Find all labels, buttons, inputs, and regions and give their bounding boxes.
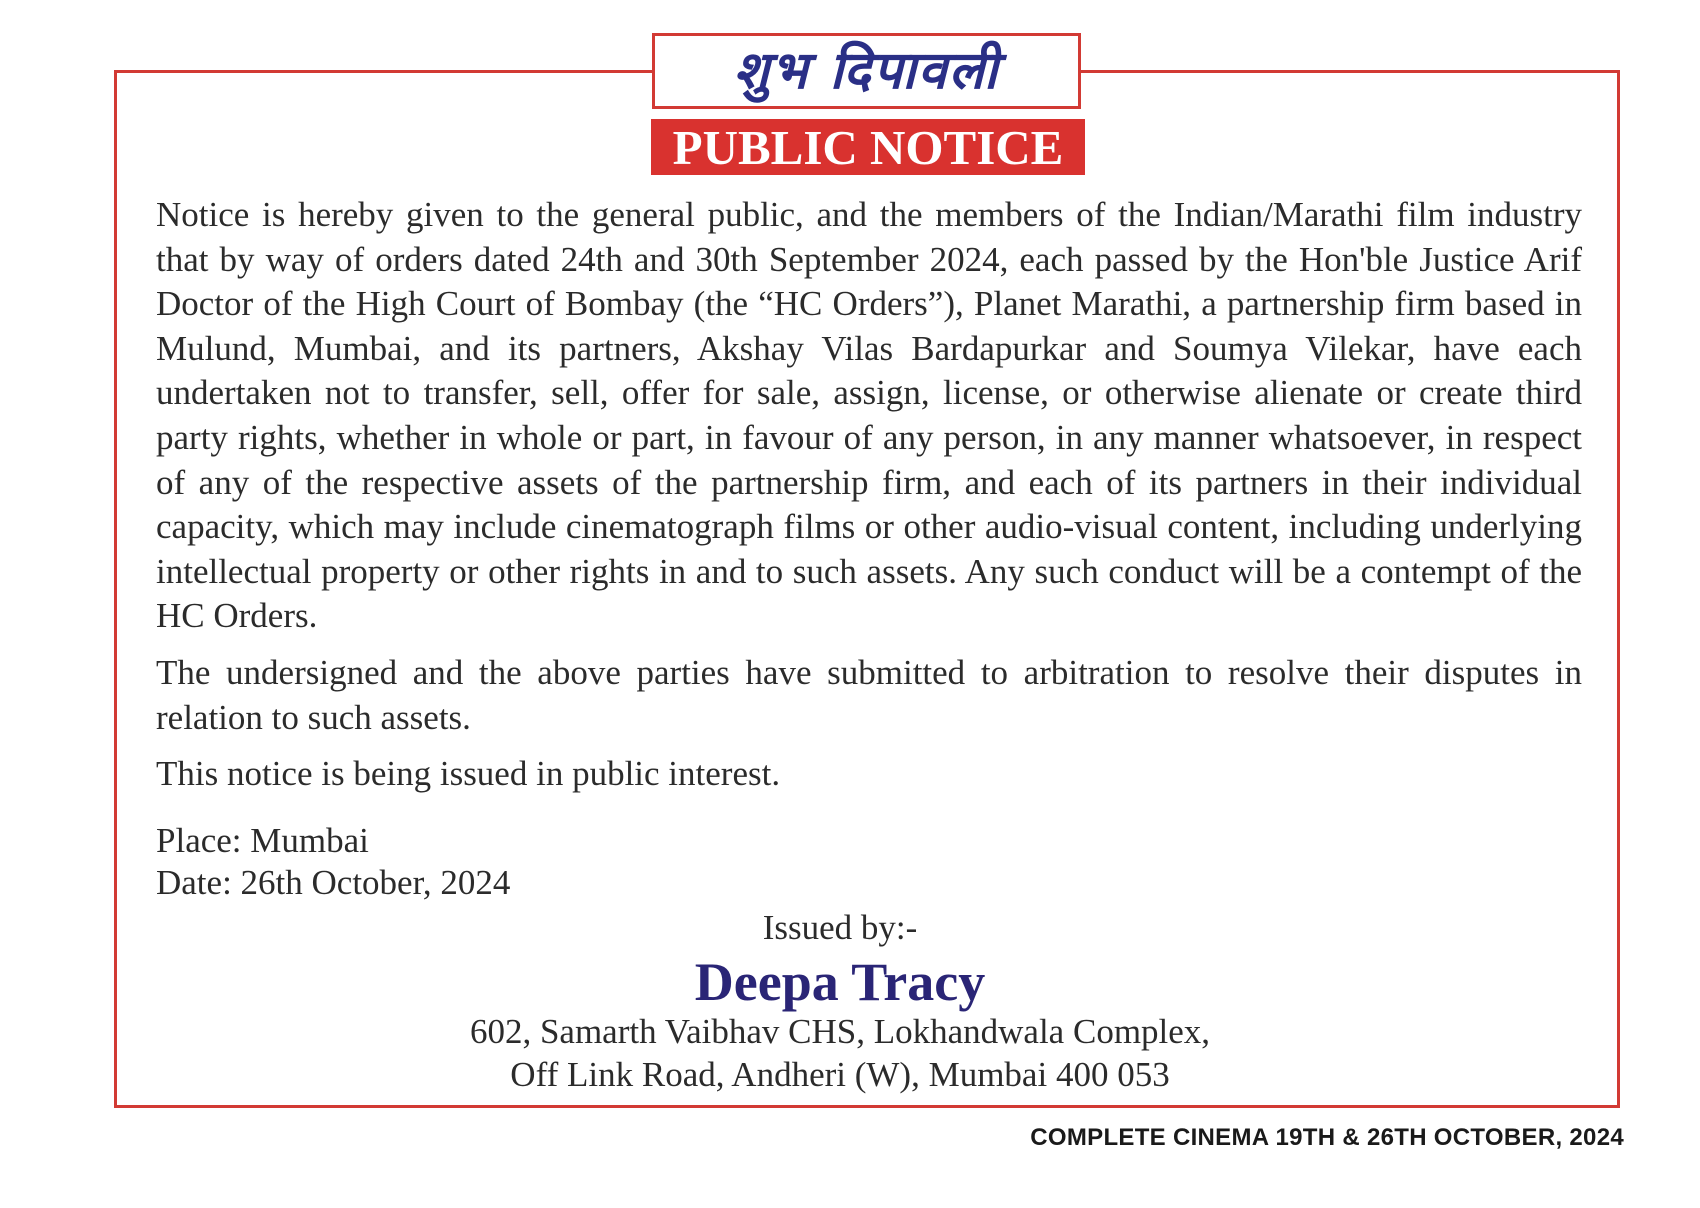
public-notice-banner: PUBLIC NOTICE bbox=[651, 119, 1085, 175]
publication-footer: COMPLETE CINEMA 19TH & 26TH OCTOBER, 2024 bbox=[1030, 1124, 1624, 1151]
place-line: Place: Mumbai bbox=[156, 821, 369, 860]
diwali-greeting-text: शुभ दिपावली bbox=[733, 41, 1000, 101]
issuer-name: Deepa Tracy bbox=[694, 952, 986, 1012]
notice-body bbox=[156, 193, 1582, 809]
notice-paragraph-2: The undersigned and the above parties have submitted to arbitration to resolve their disputes in relation to such assets. bbox=[156, 652, 1582, 737]
notice-paragraph-1: Notice is hereby given to the general public, and the members of the Indian/Marathi film industry that by way of orders dated 24th and 30th September 2024, each passed by the Hon'ble Justice Arif Doctor of the High Court of Bombay (the “HC Orders”), Planet Marathi, a partnership firm based in Mulund, Mumbai, and its partners, Akshay Vilas Bardapurkar and Soumya Vilekar, have each undertaken not to transfer, sell, offer for sale, assign, license, or otherwise alienate or create third party rights, whether in whole or part, in favour of any person, in any manner whatsoever, in respect of any of the respective assets of the partnership firm, and each of its partners in their individual capacity, which may include cinematograph films or other audio-visual content, including underlying intellectual property or other rights in and to such assets. Any such conduct will be a contempt of the HC Orders. bbox=[156, 195, 1582, 636]
diwali-greeting-box bbox=[652, 33, 1081, 109]
notice-paragraph-3: This notice is being issued in public interest. bbox=[156, 754, 781, 794]
issued-by-label: Issued by:- bbox=[762, 908, 918, 947]
address-line-1: 602, Samarth Vaibhav CHS, Lokhandwala Complex, bbox=[469, 1012, 1211, 1051]
address-line-2: Off Link Road, Andheri (W), Mumbai 400 053 bbox=[510, 1055, 1170, 1094]
date-line: Date: 26th October, 2024 bbox=[156, 863, 511, 902]
